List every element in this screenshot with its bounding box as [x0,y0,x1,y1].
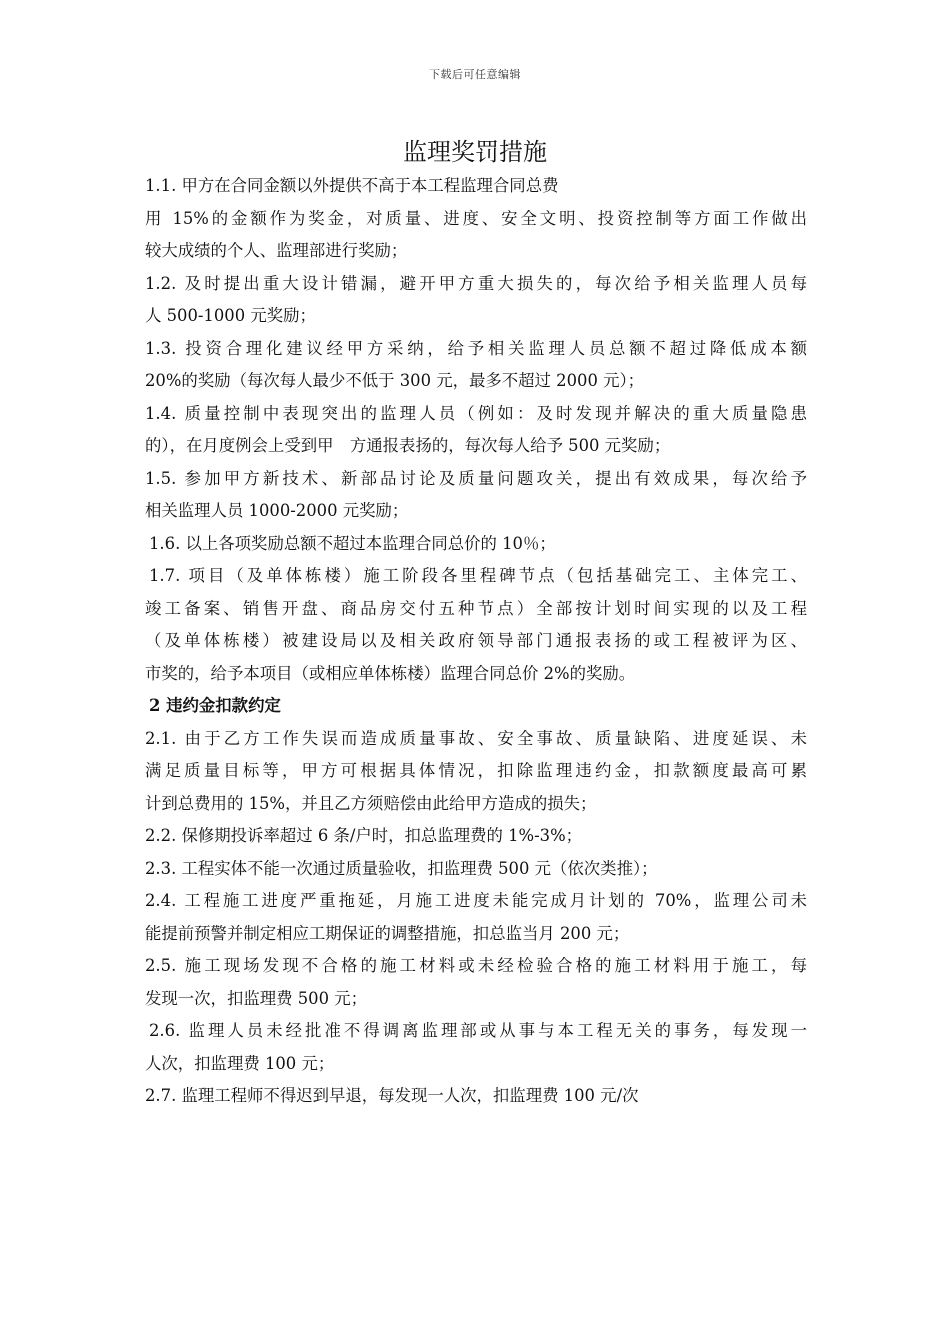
paragraph-line: 发现一次，扣监理费 500 元； [145,988,368,1008]
paragraph-line: 相关监理人员 1000-2000 元奖励； [145,501,409,520]
paragraph-line: 2.4. 工程施工进度严重拖延，月施工进度未能完成月计划的 70%，监理公司未 [145,891,807,910]
paragraph-line: 计到总费用的 15%，并且乙方须赔偿由此给甲方造成的损失； [145,793,597,813]
paragraph-line: 2.7. 监理工程师不得迟到早退，每发现一人次，扣监理费 100 元/次 [145,1086,639,1105]
paragraph-line: 用 15%的金额作为奖金，对质量、进度、安全文明、投资控制等方面工作做出 [145,208,807,228]
paragraph-line: 1.2. 及时提出重大设计错漏，避开甲方重大损失的，每次给予相关监理人员每 [145,273,807,293]
paragraph-line: 较大成绩的个人、监理部进行奖励； [145,241,408,260]
paragraph-line: 竣工备案、销售开盘、商品房交付五种节点）全部按计划时间实现的以及工程 [145,598,807,618]
paragraph-line: 的），在月度例会上受到甲 方通报表扬的，每次每人给予 500 元奖励； [145,436,671,455]
paragraph-line: 1.1. 甲方在合同金额以外提供不高于本工程监理合同总费 [145,176,559,195]
header-note: 下载后可任意编辑 [429,68,521,81]
paragraph-line: 2.5. 施工现场发现不合格的施工材料或未经检验合格的施工材料用于施工，每 [145,956,807,975]
paragraph-line: 人次，扣监理费 100 元； [145,1053,335,1073]
paragraph-line: 2.6. 监理人员未经批准不得调离监理部或从事与本工程无关的事务，每发现一 [149,1021,807,1040]
paragraph-line: 2.3. 工程实体不能一次通过质量验收，扣监理费 500 元（依次类推）； [145,858,658,878]
paragraph-line: 2.2. 保修期投诉率超过 6 条/户时，扣总监理费的 1%-3%； [145,826,583,845]
paragraph-line: 1.7. 项目（及单体栋楼）施工阶段各里程碑节点（包括基础完工、主体完工、 [149,566,807,585]
paragraph-line: 2.1. 由于乙方工作失误而造成质量事故、安全事故、质量缺陷、进度延误、未 [145,728,807,748]
paragraph-line: 1.4. 质量控制中表现突出的监理人员（例如：及时发现并解决的重大质量隐患 [145,403,807,423]
paragraph-line: 1.3. 投资合理化建议经甲方采纳，给予相关监理人员总额不超过降低成本额 [145,338,807,358]
document-title: 监理奖罚措施 [403,138,547,166]
paragraph-line: 能提前预警并制定相应工期保证的调整措施，扣总监当月 200 元； [145,923,630,943]
paragraph-line: 满足质量目标等，甲方可根据具体情况，扣除监理违约金，扣款额度最高可累 [145,761,807,780]
paragraph-line: 1.6. 以上各项奖励总额不超过本监理合同总价的 10％； [149,533,556,553]
paragraph-line: 1.5. 参加甲方新技术、新部品讨论及质量问题攻关，提出有效成果，每次给予 [145,468,807,488]
paragraph-line: 人 500-1000 元奖励； [145,306,316,325]
paragraph-line: 20%的奖励（每次每人最少不低于 300 元，最多不超过 2000 元）； [145,371,645,390]
section-heading: 2 违约金扣款约定 [149,696,281,715]
document-body [145,170,807,1113]
paragraph-line: 市奖的，给予本项目（或相应单体栋楼）监理合同总价 2%的奖励。 [145,663,636,683]
paragraph-line: （及单体栋楼）被建设局以及相关政府领导部门通报表扬的或工程被评为区、 [145,631,807,650]
